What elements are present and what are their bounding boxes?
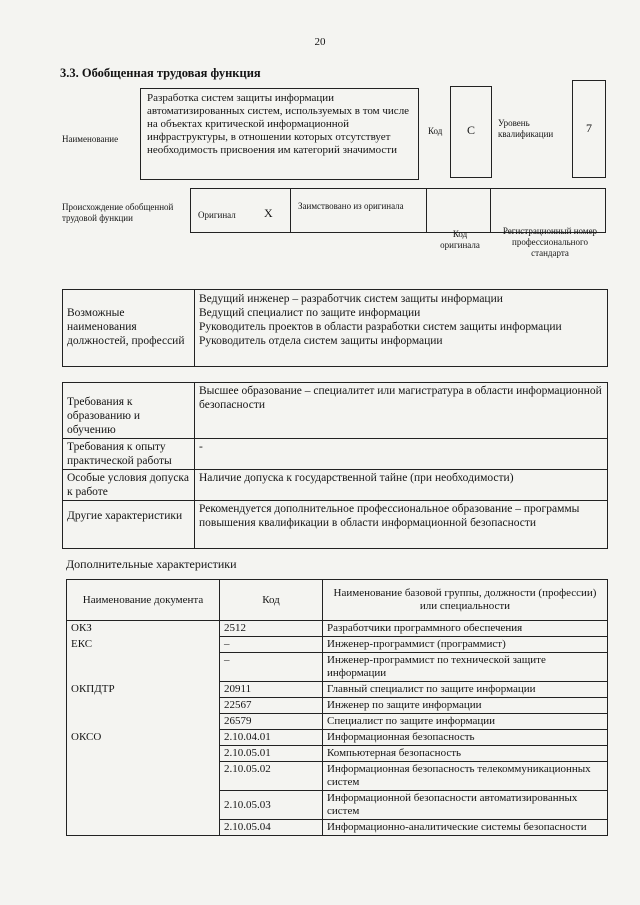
doc-cell — [67, 653, 220, 682]
table-row — [67, 698, 608, 714]
gtf-code-value: C — [450, 86, 492, 178]
code-cell: 2.10.04.01 — [220, 730, 323, 746]
additional-title: Дополнительные характеристики — [66, 557, 237, 571]
position-item: Руководитель отдела систем защиты информации — [199, 335, 443, 347]
origin-borrowed-label: Заимствовано из оригинала — [298, 201, 404, 211]
name-cell: Информационная безопасность — [323, 730, 608, 746]
table-row — [67, 653, 608, 682]
origin-original-label: Оригинал — [198, 210, 236, 220]
name-cell: Инженер по защите информации — [323, 698, 608, 714]
gtf-level-value: 7 — [572, 80, 606, 178]
requirements-table — [62, 382, 608, 549]
req-experience-value: - — [195, 439, 608, 470]
doc-cell: ЕКС — [67, 637, 220, 653]
origin-divider — [290, 188, 291, 233]
col-header-code: Код — [220, 580, 323, 621]
doc-cell: ОКЗ — [67, 621, 220, 637]
table-row — [67, 621, 608, 637]
position-item: Ведущий инженер – разработчик систем защиты информации — [199, 293, 503, 305]
doc-cell — [67, 746, 220, 762]
gtf-name-value: Разработка систем защиты информации автоматизированных систем, используемых в том числе на объектах критической информационной инфраструктуры, в отношении которых отсутствует необходимость присвоения им категорий значимости — [140, 88, 419, 180]
origin-reg-caption: Регистрационный номер профессионального стандарта — [502, 226, 598, 258]
req-experience-label: Требования к опыту практической работы — [63, 439, 195, 470]
code-cell: – — [220, 653, 323, 682]
name-cell: Специалист по защите информации — [323, 714, 608, 730]
code-cell: 2.10.05.02 — [220, 762, 323, 791]
req-access-label: Особые условия допуска к работе — [63, 470, 195, 501]
name-cell: Информационная безопасность телекоммуникационных систем — [323, 762, 608, 791]
origin-code-caption: Код оригинала — [440, 229, 480, 250]
table-row — [67, 820, 608, 836]
gtf-level-label: Уровень квалификации — [498, 118, 554, 139]
position-item: Ведущий специалист по защите информации — [199, 307, 421, 319]
code-cell: 20911 — [220, 682, 323, 698]
table-row — [67, 730, 608, 746]
section-title: 3.3. Обобщенная трудовая функция — [60, 66, 261, 80]
additional-table — [66, 579, 608, 836]
code-cell: 2.10.05.04 — [220, 820, 323, 836]
table-row — [67, 637, 608, 653]
code-cell: 26579 — [220, 714, 323, 730]
name-cell: Инженер-программист по технической защите информации — [323, 653, 608, 682]
positions-values — [195, 290, 608, 367]
code-cell: 2.10.05.03 — [220, 791, 323, 820]
gtf-name-label: Наименование — [62, 134, 119, 144]
req-other-value: Рекомендуется дополнительное профессиональное образование – программы повышения квалификации в области информационной безопасности — [195, 501, 608, 549]
doc-cell: ОКПДТР — [67, 682, 220, 698]
name-cell: Разработчики программного обеспечения — [323, 621, 608, 637]
doc-cell: ОКСО — [67, 730, 220, 746]
req-education-label: Требования к образованию и обучению — [63, 383, 195, 439]
table-row — [67, 682, 608, 698]
col-header-name: Наименование базовой группы, должности (профессии) или специальности — [323, 580, 608, 621]
code-cell: 22567 — [220, 698, 323, 714]
req-other-label: Другие характеристики — [63, 501, 195, 549]
code-cell: – — [220, 637, 323, 653]
table-row — [67, 791, 608, 820]
origin-divider — [490, 188, 491, 233]
code-cell: 2512 — [220, 621, 323, 637]
name-cell: Главный специалист по защите информации — [323, 682, 608, 698]
origin-divider — [426, 188, 427, 233]
doc-cell — [67, 820, 220, 836]
positions-table — [62, 289, 608, 367]
name-cell: Информационно-аналитические системы безопасности — [323, 820, 608, 836]
doc-cell — [67, 714, 220, 730]
req-access-value: Наличие допуска к государственной тайне (при необходимости) — [195, 470, 608, 501]
code-cell: 2.10.05.01 — [220, 746, 323, 762]
page-number: 20 — [314, 36, 326, 48]
doc-cell — [67, 791, 220, 820]
table-row — [67, 762, 608, 791]
origin-label: Происхождение обобщенной трудовой функции — [62, 202, 174, 223]
name-cell: Информационной безопасности автоматизированных систем — [323, 791, 608, 820]
doc-cell — [67, 762, 220, 791]
gtf-code-label: Код — [428, 126, 443, 136]
table-row — [67, 746, 608, 762]
name-cell: Инженер-программист (программист) — [323, 637, 608, 653]
table-row — [67, 714, 608, 730]
positions-label: Возможные наименования должностей, профессий — [63, 290, 195, 367]
req-education-value: Высшее образование – специалитет или магистратура в области информационной безопасности — [199, 385, 602, 411]
position-item: Руководитель проектов в области разработки систем защиты информации — [199, 321, 562, 333]
name-cell: Компьютерная безопасность — [323, 746, 608, 762]
origin-original-mark: X — [264, 206, 273, 220]
doc-cell — [67, 698, 220, 714]
col-header-document: Наименование документа — [67, 580, 220, 621]
